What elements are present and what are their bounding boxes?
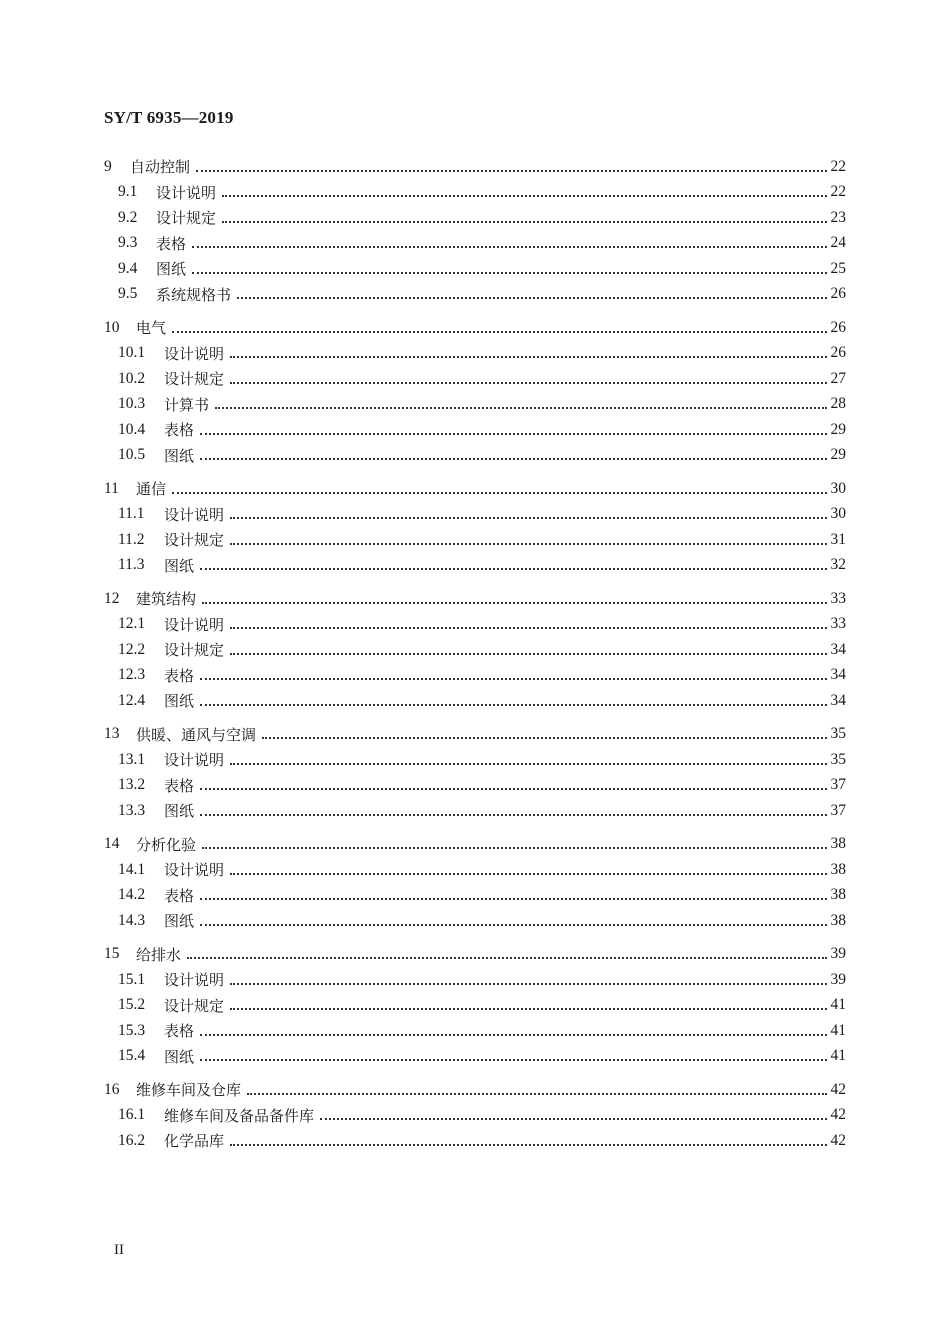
toc-entry-title: 表格	[164, 886, 195, 905]
toc-section-entry[interactable]	[104, 392, 846, 418]
dot-leader	[200, 1034, 826, 1036]
toc-entry-page: 26	[830, 344, 846, 362]
toc-entry-number: 16.2	[118, 1131, 146, 1149]
toc-entry-page: 22	[830, 183, 846, 201]
toc-entry-number: 9	[104, 157, 112, 175]
toc-entry-number: 15.2	[118, 996, 146, 1014]
toc-entry-page: 38	[830, 911, 846, 929]
toc-entry-page: 26	[830, 285, 846, 303]
toc-entry-page: 23	[830, 208, 846, 226]
toc-chapter-entry[interactable]	[104, 154, 846, 180]
toc-entry-number: 14	[104, 835, 120, 853]
toc-section-entry[interactable]	[104, 417, 846, 443]
toc-entry-title: 表格	[164, 666, 195, 685]
dot-leader	[200, 898, 826, 900]
toc-entry-page: 37	[830, 801, 846, 819]
toc-entry-title: 建筑结构	[136, 590, 197, 609]
dot-leader	[230, 763, 826, 765]
toc-entry-page: 25	[830, 259, 846, 277]
toc-entry-page: 39	[830, 945, 846, 963]
toc-entry-page: 27	[830, 369, 846, 387]
toc-section-entry[interactable]	[104, 282, 846, 308]
toc-entry-title: 维修车间及仓库	[136, 1081, 242, 1100]
toc-entry-page: 30	[830, 479, 846, 497]
toc-entry-title: 设计说明	[164, 861, 225, 880]
toc-entry-page: 41	[830, 1021, 846, 1039]
toc-entry-title: 图纸	[164, 802, 195, 821]
toc-entry-title: 表格	[156, 234, 187, 253]
toc-entry-title: 设计说明	[164, 615, 225, 634]
dot-leader	[230, 983, 826, 985]
toc-entry-title: 设计规定	[164, 531, 225, 550]
toc-entry-page: 42	[830, 1106, 846, 1124]
toc-entry-page: 37	[830, 776, 846, 794]
toc-section-entry[interactable]	[104, 231, 846, 257]
toc-section-entry[interactable]	[104, 1018, 846, 1044]
toc-entry-title: 表格	[164, 776, 195, 795]
toc-chapter-entry[interactable]	[104, 315, 846, 341]
toc-entry-title: 图纸	[164, 692, 195, 711]
dot-leader	[192, 272, 826, 274]
dot-leader	[200, 458, 826, 460]
toc-entry-title: 表格	[164, 421, 195, 440]
toc-entry-page: 29	[830, 420, 846, 438]
toc-entry-title: 化学品库	[164, 1132, 225, 1151]
toc-entry-number: 11.3	[118, 556, 145, 574]
dot-leader	[200, 924, 826, 926]
dot-leader	[200, 704, 826, 706]
toc-entry-page: 28	[830, 395, 846, 413]
toc-entry-page: 38	[830, 886, 846, 904]
toc-entry-title: 图纸	[164, 1047, 195, 1066]
toc-entry-number: 12.1	[118, 615, 146, 633]
page-number: II	[114, 1242, 124, 1258]
toc-entry-page: 33	[830, 615, 846, 633]
toc-entry-number: 13.1	[118, 750, 146, 768]
toc-section-entry[interactable]	[104, 1103, 846, 1129]
toc-section-entry[interactable]	[104, 967, 846, 993]
toc-section-entry[interactable]	[104, 1044, 846, 1070]
toc-entry-number: 11	[104, 479, 119, 497]
toc-entry-title: 维修车间及备品备件库	[164, 1106, 315, 1125]
toc-entry-number: 9.3	[118, 234, 138, 252]
table-of-contents	[104, 154, 846, 1154]
toc-section-entry[interactable]	[104, 798, 846, 824]
dot-leader	[230, 543, 826, 545]
toc-entry-page: 29	[830, 446, 846, 464]
dot-leader	[200, 814, 826, 816]
toc-entry-title: 设计规定	[156, 209, 217, 228]
dot-leader	[196, 170, 826, 172]
toc-section-entry[interactable]	[104, 1128, 846, 1154]
toc-entry-number: 12.4	[118, 691, 146, 709]
dot-leader	[202, 847, 826, 849]
toc-entry-number: 15.1	[118, 970, 146, 988]
toc-entry-page: 39	[830, 970, 846, 988]
toc-entry-title: 设计说明	[164, 971, 225, 990]
toc-entry-number: 14.2	[118, 886, 146, 904]
dot-leader	[172, 331, 826, 333]
toc-entry-number: 13.2	[118, 776, 146, 794]
dot-leader	[262, 737, 826, 739]
dot-leader	[200, 1059, 826, 1061]
dot-leader	[222, 221, 826, 223]
dot-leader	[202, 602, 826, 604]
toc-section-entry[interactable]	[104, 993, 846, 1019]
toc-entry-number: 15.3	[118, 1021, 146, 1039]
dot-leader	[187, 957, 826, 959]
toc-chapter-entry[interactable]	[104, 832, 846, 858]
toc-entry-number: 10.3	[118, 395, 146, 413]
toc-entry-page: 41	[830, 996, 846, 1014]
toc-chapter-entry[interactable]	[104, 1077, 846, 1103]
dot-leader	[230, 1144, 826, 1146]
document-code: SY/T 6935—2019	[104, 108, 234, 127]
toc-section-entry[interactable]	[104, 502, 846, 528]
dot-leader	[200, 433, 826, 435]
toc-entry-title: 图纸	[164, 446, 195, 465]
toc-entry-page: 22	[830, 157, 846, 175]
dot-leader	[230, 517, 826, 519]
dot-leader	[230, 653, 826, 655]
toc-entry-title: 设计规定	[164, 996, 225, 1015]
toc-entry-number: 16	[104, 1080, 120, 1098]
toc-entry-number: 11.2	[118, 530, 145, 548]
dot-leader	[172, 492, 826, 494]
toc-entry-page: 31	[830, 530, 846, 548]
dot-leader	[230, 382, 826, 384]
toc-entry-page: 35	[830, 725, 846, 743]
toc-section-entry[interactable]	[104, 773, 846, 799]
toc-entry-number: 10.4	[118, 420, 146, 438]
dot-leader	[200, 788, 826, 790]
toc-entry-title: 设计规定	[164, 370, 225, 389]
toc-chapter-entry[interactable]	[104, 942, 846, 968]
toc-entry-number: 14.3	[118, 911, 146, 929]
toc-entry-number: 15.4	[118, 1047, 146, 1065]
toc-section-entry[interactable]	[104, 612, 846, 638]
toc-entry-page: 34	[830, 666, 846, 684]
dot-leader	[230, 873, 826, 875]
toc-section-entry[interactable]	[104, 857, 846, 883]
toc-entry-title: 设计说明	[164, 344, 225, 363]
toc-chapter-entry[interactable]	[104, 586, 846, 612]
toc-entry-number: 9.2	[118, 208, 138, 226]
toc-entry-number: 14.1	[118, 860, 146, 878]
toc-entry-title: 表格	[164, 1022, 195, 1041]
toc-entry-number: 12.3	[118, 666, 146, 684]
dot-leader	[247, 1093, 826, 1095]
toc-section-entry[interactable]	[104, 747, 846, 773]
dot-leader	[237, 297, 826, 299]
toc-entry-page: 38	[830, 835, 846, 853]
dot-leader	[215, 407, 826, 409]
toc-entry-number: 11.1	[118, 505, 145, 523]
toc-section-entry[interactable]	[104, 443, 846, 469]
toc-entry-page: 42	[830, 1080, 846, 1098]
toc-entry-page: 41	[830, 1047, 846, 1065]
toc-entry-number: 10.5	[118, 446, 146, 464]
toc-chapter-entry[interactable]	[104, 722, 846, 748]
toc-entry-title: 图纸	[156, 260, 187, 279]
toc-entry-number: 16.1	[118, 1106, 146, 1124]
dot-leader	[230, 1008, 826, 1010]
toc-entry-title: 电气	[136, 319, 167, 338]
toc-entry-title: 计算书	[164, 395, 210, 414]
toc-entry-title: 供暖、通风与空调	[136, 725, 257, 744]
toc-entry-page: 35	[830, 750, 846, 768]
toc-entry-number: 12	[104, 589, 120, 607]
dot-leader	[222, 195, 826, 197]
toc-entry-page: 24	[830, 234, 846, 252]
toc-entry-title: 给排水	[136, 945, 182, 964]
toc-section-entry[interactable]	[104, 527, 846, 553]
dot-leader	[200, 568, 826, 570]
dot-leader	[192, 246, 826, 248]
toc-entry-page: 34	[830, 691, 846, 709]
toc-entry-number: 12.2	[118, 640, 146, 658]
toc-section-entry[interactable]	[104, 883, 846, 909]
toc-section-entry[interactable]	[104, 180, 846, 206]
toc-entry-number: 9.1	[118, 183, 138, 201]
toc-entry-number: 13	[104, 725, 120, 743]
toc-entry-page: 38	[830, 860, 846, 878]
toc-entry-title: 图纸	[164, 912, 195, 931]
toc-section-entry[interactable]	[104, 366, 846, 392]
toc-section-entry[interactable]	[104, 553, 846, 579]
toc-entry-title: 通信	[136, 480, 167, 499]
toc-entry-page: 33	[830, 589, 846, 607]
dot-leader	[320, 1118, 826, 1120]
toc-entry-title: 分析化验	[136, 835, 197, 854]
toc-chapter-entry[interactable]	[104, 476, 846, 502]
toc-entry-title: 设计规定	[164, 641, 225, 660]
toc-entry-title: 自动控制	[130, 158, 191, 177]
toc-entry-number: 10	[104, 318, 120, 336]
toc-section-entry[interactable]	[104, 341, 846, 367]
toc-entry-page: 42	[830, 1131, 846, 1149]
toc-entry-title: 设计说明	[156, 183, 217, 202]
toc-entry-number: 10.1	[118, 344, 146, 362]
toc-entry-page: 30	[830, 505, 846, 523]
toc-section-entry[interactable]	[104, 256, 846, 282]
toc-entry-number: 10.2	[118, 369, 146, 387]
toc-entry-page: 34	[830, 640, 846, 658]
toc-section-entry[interactable]	[104, 908, 846, 934]
toc-entry-page: 26	[830, 318, 846, 336]
dot-leader	[230, 627, 826, 629]
toc-section-entry[interactable]	[104, 205, 846, 231]
toc-section-entry[interactable]	[104, 637, 846, 663]
toc-entry-page: 32	[830, 556, 846, 574]
toc-entry-title: 图纸	[164, 556, 195, 575]
toc-entry-number: 9.5	[118, 285, 138, 303]
toc-entry-number: 13.3	[118, 801, 146, 819]
toc-entry-title: 设计说明	[164, 505, 225, 524]
toc-section-entry[interactable]	[104, 663, 846, 689]
toc-entry-number: 15	[104, 945, 120, 963]
dot-leader	[200, 678, 826, 680]
toc-entry-number: 9.4	[118, 259, 138, 277]
toc-entry-title: 设计说明	[164, 751, 225, 770]
toc-section-entry[interactable]	[104, 688, 846, 714]
dot-leader	[230, 356, 826, 358]
toc-entry-title: 系统规格书	[156, 285, 232, 304]
